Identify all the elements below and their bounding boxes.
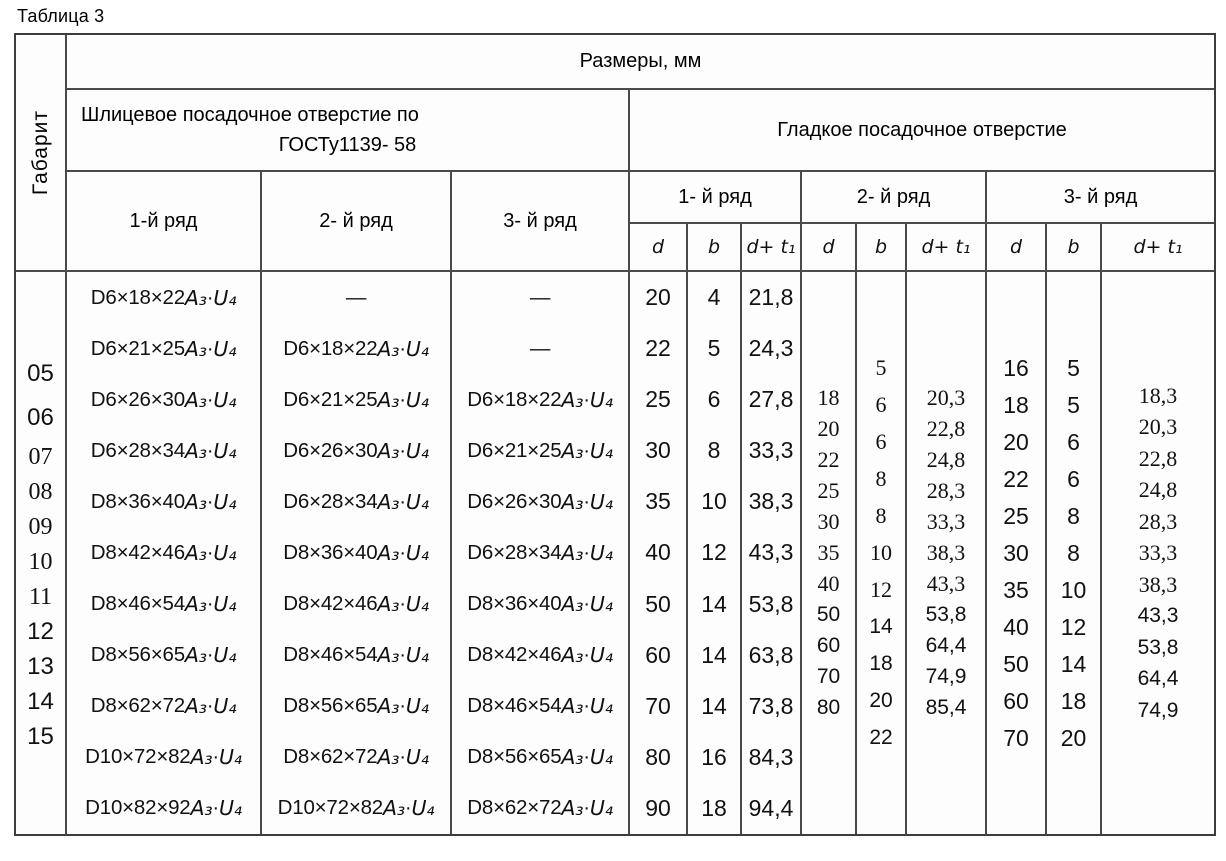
col-b-header-2: b [857, 224, 907, 272]
d-value: 90 [645, 794, 671, 821]
dt1-value: 53,8 [1137, 635, 1179, 659]
dt1-value: 20,3 [1138, 414, 1178, 439]
razmery-header-cell [67, 35, 1214, 90]
b-value: 22 [869, 726, 893, 749]
spline-designation: D8×56×65 A₃ · U₄ [90, 643, 237, 668]
col-b-header-3: b [1047, 224, 1102, 272]
b-value: 20 [1060, 724, 1087, 751]
b-value: 5 [875, 355, 887, 380]
gabarit-values-column [16, 272, 67, 834]
b-value: 14 [1060, 650, 1087, 677]
dt1-value: 73,8 [748, 692, 794, 719]
spline-series-1-header: 1-й ряд [67, 172, 262, 272]
dt1-value: 20,3 [926, 385, 966, 410]
gabarit-value: 05 [27, 359, 54, 387]
b-value: 10 [1060, 576, 1087, 603]
dt1-value: 53,8 [925, 603, 967, 626]
spline-designation: D6×21×25 A₃ · U₄ [467, 438, 613, 463]
spline-designation: D6×28×34 A₃ · U₄ [467, 540, 613, 565]
b-value: 14 [701, 692, 727, 719]
d-value: 18 [817, 385, 840, 410]
d-value: 35 [817, 540, 840, 565]
dt1-value: 38,3 [926, 540, 966, 565]
dt1-value: 24,3 [748, 335, 794, 362]
b-value: 4 [707, 284, 721, 311]
dt1-value: 63,8 [748, 641, 794, 668]
dt1-value: 94,4 [748, 794, 794, 821]
b-value: 8 [875, 466, 887, 491]
dt1-value: 22,8 [1138, 445, 1178, 471]
dt1-value: 64,4 [925, 634, 967, 657]
b-value: 12 [870, 577, 892, 602]
dt1-value: 85,4 [925, 696, 967, 719]
razmery-label: Размеры, мм [579, 50, 702, 72]
dimensions-table [14, 33, 1216, 836]
d-value: 35 [1003, 576, 1029, 603]
spline-series-2-header: 2- й ряд [262, 172, 452, 272]
spline-designation: — [345, 285, 367, 309]
d-value: 22 [645, 335, 671, 362]
dt1-value: 53,8 [748, 590, 794, 617]
gabarit-value: 11 [28, 583, 53, 610]
d-value: 20 [1003, 428, 1029, 455]
d-value: 50 [1003, 650, 1029, 677]
spline-designation: D8×46×54 A₃ · U₄ [467, 694, 613, 719]
spline-designation: D6×26×30 A₃ · U₄ [467, 489, 613, 514]
gabarit-value: 13 [27, 653, 54, 680]
dt1-value: 28,3 [1138, 508, 1178, 534]
smooth-3-b-column [1047, 272, 1102, 834]
d-value: 30 [645, 437, 671, 464]
dt1-value: 33,3 [926, 509, 966, 534]
b-value: 5 [707, 335, 721, 362]
spline-designation: D8×36×40 A₃ · U₄ [467, 592, 613, 616]
spline-designation: D6×26×30 A₃ · U₄ [283, 438, 429, 463]
spline-designation: D6×21×25 A₃ · U₄ [283, 387, 429, 412]
spline-designation: D8×62×72 A₃ · U₄ [283, 745, 429, 770]
dt1-value: 74,9 [925, 665, 967, 688]
dt1-value: 27,8 [748, 386, 794, 413]
b-value: 14 [869, 615, 893, 638]
spline-hole-header-cell [67, 90, 630, 172]
col-dt1-header-1: d+ t₁ [742, 224, 802, 272]
spline-designation: D8×56×65 A₃ · U₄ [283, 694, 429, 719]
d-value: 30 [1003, 539, 1029, 566]
d-value: 20 [817, 416, 840, 441]
spline-designation: D8×42×46 A₃ · U₄ [90, 540, 237, 565]
dt1-value: 38,3 [748, 488, 794, 515]
spline-designation: D8×42×46 A₃ · U₄ [283, 592, 429, 616]
spline-hole-title-line1: Шлицевое посадочное отверстие по [81, 104, 419, 126]
b-value: 5 [1067, 354, 1080, 381]
smooth-hole-header-cell [630, 90, 1214, 172]
smooth-3-dt1-column [1102, 272, 1214, 834]
dt1-value: 18,3 [1138, 382, 1178, 408]
spline-hole-title-line2: ГОСТу1139- 58 [278, 134, 417, 156]
b-value: 6 [707, 386, 721, 413]
d-value: 60 [816, 634, 841, 657]
dt1-value: 43,3 [1137, 604, 1179, 627]
smooth-1-d-column [630, 272, 688, 834]
dt1-value: 43,3 [748, 539, 794, 566]
d-value: 80 [816, 696, 841, 719]
col-dt1-header-2: d+ t₁ [907, 224, 987, 272]
d-value: 20 [645, 284, 671, 311]
gabarit-value: 06 [27, 403, 54, 431]
gabarit-value: 09 [28, 513, 53, 540]
spline-designation: D8×62×72 A₃ · U₄ [90, 694, 237, 719]
dt1-value: 24,8 [1138, 477, 1178, 502]
gabarit-header-cell [16, 35, 67, 272]
spline-designation: D10×82×92 A₃ · U₄ [85, 796, 242, 821]
col-d-header-3: d [987, 224, 1047, 272]
b-value: 8 [1067, 539, 1080, 566]
spline-designation: D8×56×65 A₃ · U₄ [467, 745, 613, 770]
spline-designation: — [529, 336, 551, 360]
d-value: 40 [1003, 613, 1029, 640]
d-value: 18 [1003, 391, 1029, 418]
dt1-value: 22,8 [926, 416, 966, 441]
smooth-hole-title: Гладкое посадочное отверстие [777, 118, 1067, 141]
spline-designation: D6×21×25 A₃ · U₄ [90, 336, 237, 361]
d-value: 60 [1003, 687, 1029, 714]
b-value: 6 [875, 429, 887, 454]
b-value: 10 [701, 488, 727, 515]
d-value: 80 [645, 743, 671, 770]
b-value: 6 [1067, 465, 1080, 492]
dt1-value: 28,3 [926, 478, 966, 503]
smooth-series-3-header: 3- й ряд [987, 172, 1214, 224]
gabarit-header-label: Габарит [28, 109, 52, 196]
b-value: 18 [869, 652, 893, 675]
b-value: 8 [1067, 502, 1080, 529]
b-value: 12 [701, 539, 727, 566]
dt1-value: 24,8 [926, 447, 966, 472]
spline-series-2-column [262, 272, 452, 834]
dt1-value: 33,3 [1138, 540, 1178, 565]
spline-designation: D6×18×22 A₃ · U₄ [283, 336, 429, 361]
spline-series-3-header: 3- й ряд [452, 172, 630, 272]
b-value: 18 [701, 794, 727, 821]
dt1-value: 38,3 [1138, 571, 1178, 597]
d-value: 70 [1003, 724, 1029, 751]
spline-designation: D6×18×22 A₃ · U₄ [467, 387, 613, 412]
spline-designation: D10×72×82 A₃ · U₄ [277, 796, 435, 821]
d-value: 30 [817, 509, 840, 534]
spline-designation: — [529, 285, 551, 309]
smooth-1-dt1-column [742, 272, 802, 834]
d-value: 25 [1003, 502, 1029, 529]
spline-designation: D6×28×34 A₃ · U₄ [283, 489, 429, 514]
b-value: 5 [1067, 391, 1080, 418]
b-value: 8 [707, 437, 721, 464]
d-value: 40 [645, 539, 671, 566]
gabarit-value: 07 [28, 443, 53, 470]
spline-designation: D8×36×40 A₃ · U₄ [283, 540, 429, 565]
gabarit-value: 12 [27, 618, 54, 645]
b-value: 20 [869, 689, 893, 712]
spline-designation: D10×72×82 A₃ · U₄ [85, 745, 242, 770]
spline-series-1-column [67, 272, 262, 834]
d-value: 22 [1003, 465, 1029, 492]
dt1-value: 64,4 [1137, 667, 1179, 690]
b-value: 14 [701, 590, 727, 617]
d-value: 50 [645, 590, 671, 617]
b-value: 14 [701, 641, 727, 668]
d-value: 22 [817, 447, 840, 472]
col-dt1-header-3: d+ t₁ [1102, 224, 1214, 272]
smooth-2-dt1-column [907, 272, 987, 834]
smooth-3-d-column [987, 272, 1047, 834]
d-value: 25 [817, 478, 840, 503]
d-value: 35 [645, 488, 671, 515]
smooth-series-2-header: 2- й ряд [802, 172, 987, 224]
gabarit-value: 08 [28, 478, 53, 505]
d-value: 70 [816, 665, 841, 688]
b-value: 18 [1060, 687, 1087, 714]
table-caption: Таблица 3 [17, 6, 105, 26]
dt1-value: 33,3 [748, 437, 794, 464]
dt1-value: 43,3 [926, 571, 966, 596]
spline-designation: D8×42×46 A₃ · U₄ [467, 643, 613, 668]
col-b-header-1: b [688, 224, 742, 272]
dt1-value: 21,8 [748, 284, 794, 311]
spline-designation: D6×28×34 A₃ · U₄ [90, 438, 237, 463]
col-d-header-1: d [630, 224, 688, 272]
smooth-series-1-header: 1- й ряд [630, 172, 802, 224]
spline-designation: D6×26×30 A₃ · U₄ [90, 387, 237, 412]
b-value: 6 [875, 392, 887, 417]
gabarit-value: 10 [28, 548, 53, 575]
d-value: 60 [645, 641, 671, 668]
spline-designation: D6×18×22 A₃ · U₄ [90, 285, 237, 310]
dt1-value: 84,3 [748, 743, 794, 770]
dt1-value: 74,9 [1137, 698, 1179, 722]
b-value: 6 [1067, 428, 1080, 455]
spline-designation: D8×46×54 A₃ · U₄ [90, 592, 237, 616]
gabarit-value: 15 [27, 723, 54, 750]
spline-designation: D8×46×54 A₃ · U₄ [283, 643, 429, 668]
spline-designation: D8×62×72 A₃ · U₄ [467, 796, 613, 821]
spline-series-3-column [452, 272, 630, 834]
b-value: 8 [875, 503, 887, 528]
col-d-header-2: d [802, 224, 857, 272]
b-value: 10 [870, 540, 892, 565]
smooth-2-d-column [802, 272, 857, 834]
b-value: 16 [701, 743, 727, 770]
smooth-1-b-column [688, 272, 742, 834]
b-value: 12 [1060, 613, 1087, 640]
gabarit-value: 14 [27, 688, 54, 715]
d-value: 25 [645, 386, 671, 413]
d-value: 40 [817, 571, 840, 596]
smooth-2-b-column [857, 272, 907, 834]
d-value: 70 [645, 692, 671, 719]
d-value: 16 [1003, 354, 1029, 381]
spline-designation: D8×36×40 A₃ · U₄ [90, 489, 237, 514]
d-value: 50 [816, 603, 841, 626]
